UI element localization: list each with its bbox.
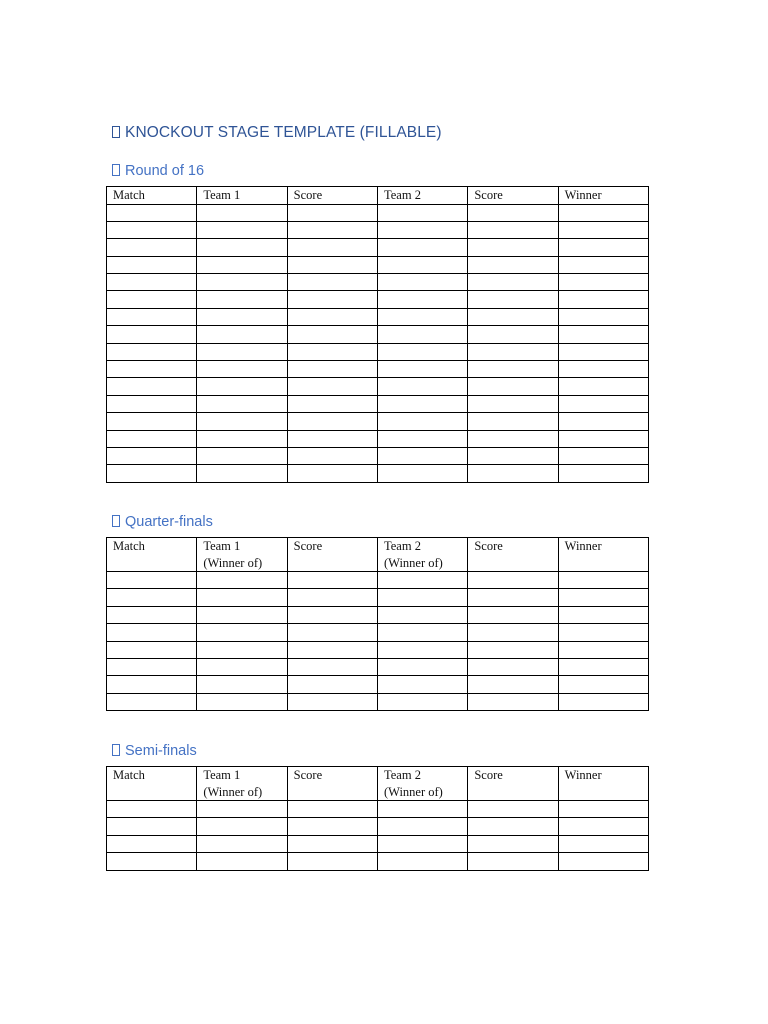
fillable-cell[interactable] bbox=[287, 624, 377, 641]
fillable-cell[interactable] bbox=[377, 221, 467, 238]
fillable-cell[interactable] bbox=[107, 221, 197, 238]
fillable-cell[interactable] bbox=[107, 361, 197, 378]
fillable-cell[interactable] bbox=[468, 308, 558, 325]
column-header: Team 1 (Winner of) bbox=[197, 767, 287, 801]
fillable-cell[interactable] bbox=[107, 572, 197, 589]
fillable-cell[interactable] bbox=[558, 693, 648, 710]
fillable-cell[interactable] bbox=[468, 465, 558, 482]
fillable-cell[interactable] bbox=[287, 378, 377, 395]
fillable-cell[interactable] bbox=[377, 291, 467, 308]
fillable-cell[interactable] bbox=[287, 326, 377, 343]
fillable-cell[interactable] bbox=[377, 676, 467, 693]
fillable-cell[interactable] bbox=[377, 447, 467, 464]
fillable-cell[interactable] bbox=[468, 801, 558, 818]
missing-glyph-icon bbox=[112, 164, 120, 176]
fillable-cell[interactable] bbox=[468, 589, 558, 606]
table-row bbox=[107, 818, 649, 835]
fillable-cell[interactable] bbox=[287, 658, 377, 675]
table-row bbox=[107, 361, 649, 378]
fillable-cell[interactable] bbox=[377, 239, 467, 256]
table-row bbox=[107, 853, 649, 870]
round-of-16-heading-text: Round of 16 bbox=[125, 163, 205, 179]
column-header: Team 2 (Winner of) bbox=[377, 538, 467, 572]
table-row bbox=[107, 465, 649, 482]
fillable-cell[interactable] bbox=[197, 308, 287, 325]
fillable-cell[interactable] bbox=[558, 221, 648, 238]
fillable-cell[interactable] bbox=[558, 326, 648, 343]
fillable-cell[interactable] bbox=[558, 853, 648, 870]
table-row bbox=[107, 835, 649, 852]
fillable-cell[interactable] bbox=[197, 465, 287, 482]
fillable-cell[interactable] bbox=[107, 589, 197, 606]
fillable-cell[interactable] bbox=[197, 204, 287, 221]
fillable-cell[interactable] bbox=[197, 447, 287, 464]
fillable-cell[interactable] bbox=[377, 326, 467, 343]
fillable-cell[interactable] bbox=[197, 430, 287, 447]
fillable-cell[interactable] bbox=[287, 430, 377, 447]
fillable-cell[interactable] bbox=[377, 624, 467, 641]
fillable-cell[interactable] bbox=[197, 693, 287, 710]
fillable-cell[interactable] bbox=[287, 676, 377, 693]
fillable-cell[interactable] bbox=[558, 204, 648, 221]
fillable-cell[interactable] bbox=[197, 853, 287, 870]
fillable-cell[interactable] bbox=[107, 430, 197, 447]
fillable-cell[interactable] bbox=[197, 818, 287, 835]
fillable-cell[interactable] bbox=[558, 624, 648, 641]
fillable-cell[interactable] bbox=[197, 676, 287, 693]
table-row bbox=[107, 676, 649, 693]
column-header: Score bbox=[468, 187, 558, 205]
table-row bbox=[107, 221, 649, 238]
fillable-cell[interactable] bbox=[377, 641, 467, 658]
fillable-cell[interactable] bbox=[107, 378, 197, 395]
table-row bbox=[107, 693, 649, 710]
round-of-16-heading bbox=[112, 163, 204, 179]
fillable-cell[interactable] bbox=[107, 256, 197, 273]
fillable-cell[interactable] bbox=[558, 447, 648, 464]
fillable-cell[interactable] bbox=[287, 589, 377, 606]
table-row bbox=[107, 572, 649, 589]
fillable-cell[interactable] bbox=[558, 413, 648, 430]
fillable-cell[interactable] bbox=[468, 658, 558, 675]
column-header: Score bbox=[468, 538, 558, 572]
round-of-16-table bbox=[106, 186, 649, 483]
fillable-cell[interactable] bbox=[468, 343, 558, 360]
fillable-cell[interactable] bbox=[377, 274, 467, 291]
fillable-cell[interactable] bbox=[107, 818, 197, 835]
fillable-cell[interactable] bbox=[197, 361, 287, 378]
fillable-cell[interactable] bbox=[107, 835, 197, 852]
column-header: Winner bbox=[558, 767, 648, 801]
fillable-cell[interactable] bbox=[107, 291, 197, 308]
fillable-cell[interactable] bbox=[197, 221, 287, 238]
table-row bbox=[107, 589, 649, 606]
fillable-cell[interactable] bbox=[468, 572, 558, 589]
fillable-cell[interactable] bbox=[287, 395, 377, 412]
table-row bbox=[107, 606, 649, 623]
fillable-cell[interactable] bbox=[468, 430, 558, 447]
fillable-cell[interactable] bbox=[287, 853, 377, 870]
table-row bbox=[107, 326, 649, 343]
fillable-cell[interactable] bbox=[468, 447, 558, 464]
table-row bbox=[107, 413, 649, 430]
fillable-cell[interactable] bbox=[558, 641, 648, 658]
fillable-cell[interactable] bbox=[377, 413, 467, 430]
fillable-cell[interactable] bbox=[558, 430, 648, 447]
fillable-cell[interactable] bbox=[468, 693, 558, 710]
fillable-cell[interactable] bbox=[468, 835, 558, 852]
table-header-row bbox=[107, 767, 649, 801]
fillable-cell[interactable] bbox=[107, 204, 197, 221]
fillable-cell[interactable] bbox=[468, 361, 558, 378]
fillable-cell[interactable] bbox=[107, 308, 197, 325]
fillable-cell[interactable] bbox=[377, 693, 467, 710]
fillable-cell[interactable] bbox=[197, 239, 287, 256]
fillable-cell[interactable] bbox=[107, 395, 197, 412]
fillable-cell[interactable] bbox=[287, 572, 377, 589]
fillable-cell[interactable] bbox=[468, 624, 558, 641]
fillable-cell[interactable] bbox=[377, 308, 467, 325]
fillable-cell[interactable] bbox=[468, 256, 558, 273]
fillable-cell[interactable] bbox=[287, 801, 377, 818]
column-header: Match bbox=[107, 187, 197, 205]
fillable-cell[interactable] bbox=[558, 572, 648, 589]
column-header: Score bbox=[287, 538, 377, 572]
fillable-cell[interactable] bbox=[468, 641, 558, 658]
fillable-cell[interactable] bbox=[377, 256, 467, 273]
semi-finals-heading bbox=[112, 743, 197, 759]
fillable-cell[interactable] bbox=[197, 606, 287, 623]
fillable-cell[interactable] bbox=[287, 221, 377, 238]
fillable-cell[interactable] bbox=[287, 204, 377, 221]
fillable-cell[interactable] bbox=[107, 447, 197, 464]
column-header: Match bbox=[107, 767, 197, 801]
fillable-cell[interactable] bbox=[197, 274, 287, 291]
fillable-cell[interactable] bbox=[287, 447, 377, 464]
table-row bbox=[107, 641, 649, 658]
fillable-cell[interactable] bbox=[377, 835, 467, 852]
table-row bbox=[107, 430, 649, 447]
fillable-cell[interactable] bbox=[468, 413, 558, 430]
fillable-cell[interactable] bbox=[287, 343, 377, 360]
fillable-cell[interactable] bbox=[107, 853, 197, 870]
fillable-cell[interactable] bbox=[558, 465, 648, 482]
fillable-cell[interactable] bbox=[377, 658, 467, 675]
fillable-cell[interactable] bbox=[197, 589, 287, 606]
fillable-cell[interactable] bbox=[197, 835, 287, 852]
fillable-cell[interactable] bbox=[468, 204, 558, 221]
fillable-cell[interactable] bbox=[377, 606, 467, 623]
quarter-finals-heading-text: Quarter-finals bbox=[125, 514, 213, 530]
fillable-cell[interactable] bbox=[197, 572, 287, 589]
fillable-cell[interactable] bbox=[558, 361, 648, 378]
fillable-cell[interactable] bbox=[377, 343, 467, 360]
table-row bbox=[107, 801, 649, 818]
fillable-cell[interactable] bbox=[377, 361, 467, 378]
fillable-cell[interactable] bbox=[558, 589, 648, 606]
fillable-cell[interactable] bbox=[377, 378, 467, 395]
table-row bbox=[107, 204, 649, 221]
table-header-row bbox=[107, 187, 649, 205]
fillable-cell[interactable] bbox=[377, 430, 467, 447]
fillable-cell[interactable] bbox=[558, 835, 648, 852]
quarter-finals-table bbox=[106, 537, 649, 711]
fillable-cell[interactable] bbox=[197, 413, 287, 430]
fillable-cell[interactable] bbox=[107, 676, 197, 693]
column-header: Score bbox=[287, 767, 377, 801]
fillable-cell[interactable] bbox=[377, 465, 467, 482]
column-header: Team 1 bbox=[197, 187, 287, 205]
column-header: Winner bbox=[558, 187, 648, 205]
fillable-cell[interactable] bbox=[107, 624, 197, 641]
fillable-cell[interactable] bbox=[197, 326, 287, 343]
fillable-cell[interactable] bbox=[558, 256, 648, 273]
fillable-cell[interactable] bbox=[377, 589, 467, 606]
table-row bbox=[107, 239, 649, 256]
fillable-cell[interactable] bbox=[197, 256, 287, 273]
fillable-cell[interactable] bbox=[468, 221, 558, 238]
fillable-cell[interactable] bbox=[107, 641, 197, 658]
fillable-cell[interactable] bbox=[197, 801, 287, 818]
fillable-cell[interactable] bbox=[197, 624, 287, 641]
document-title-text: KNOCKOUT STAGE TEMPLATE (FILLABLE) bbox=[125, 124, 442, 141]
fillable-cell[interactable] bbox=[468, 239, 558, 256]
fillable-cell[interactable] bbox=[107, 413, 197, 430]
column-header: Score bbox=[287, 187, 377, 205]
table-row bbox=[107, 308, 649, 325]
fillable-cell[interactable] bbox=[377, 818, 467, 835]
column-header: Team 2 bbox=[377, 187, 467, 205]
table-header-row bbox=[107, 538, 649, 572]
fillable-cell[interactable] bbox=[377, 572, 467, 589]
fillable-cell[interactable] bbox=[287, 465, 377, 482]
fillable-cell[interactable] bbox=[468, 395, 558, 412]
missing-glyph-icon bbox=[112, 126, 120, 138]
fillable-cell[interactable] bbox=[287, 606, 377, 623]
fillable-cell[interactable] bbox=[287, 413, 377, 430]
table-row bbox=[107, 256, 649, 273]
fillable-cell[interactable] bbox=[197, 641, 287, 658]
fillable-cell[interactable] bbox=[287, 835, 377, 852]
fillable-cell[interactable] bbox=[287, 693, 377, 710]
fillable-cell[interactable] bbox=[558, 676, 648, 693]
fillable-cell[interactable] bbox=[287, 291, 377, 308]
fillable-cell[interactable] bbox=[287, 274, 377, 291]
fillable-cell[interactable] bbox=[107, 343, 197, 360]
table-row bbox=[107, 624, 649, 641]
semi-finals-heading-text: Semi-finals bbox=[125, 743, 197, 759]
fillable-cell[interactable] bbox=[197, 658, 287, 675]
fillable-cell[interactable] bbox=[468, 676, 558, 693]
fillable-cell[interactable] bbox=[197, 291, 287, 308]
document-title bbox=[112, 124, 442, 142]
column-header: Winner bbox=[558, 538, 648, 572]
fillable-cell[interactable] bbox=[287, 818, 377, 835]
missing-glyph-icon bbox=[112, 744, 120, 756]
fillable-cell[interactable] bbox=[287, 361, 377, 378]
column-header: Score bbox=[468, 767, 558, 801]
fillable-cell[interactable] bbox=[107, 658, 197, 675]
table-row bbox=[107, 395, 649, 412]
fillable-cell[interactable] bbox=[468, 378, 558, 395]
semi-finals-table bbox=[106, 766, 649, 871]
fillable-cell[interactable] bbox=[377, 395, 467, 412]
fillable-cell[interactable] bbox=[197, 378, 287, 395]
table-row bbox=[107, 447, 649, 464]
column-header: Team 1 (Winner of) bbox=[197, 538, 287, 572]
missing-glyph-icon bbox=[112, 515, 120, 527]
fillable-cell[interactable] bbox=[287, 256, 377, 273]
fillable-cell[interactable] bbox=[287, 239, 377, 256]
fillable-cell[interactable] bbox=[558, 378, 648, 395]
fillable-cell[interactable] bbox=[558, 291, 648, 308]
fillable-cell[interactable] bbox=[558, 239, 648, 256]
table-row bbox=[107, 343, 649, 360]
fillable-cell[interactable] bbox=[558, 343, 648, 360]
fillable-cell[interactable] bbox=[107, 801, 197, 818]
fillable-cell[interactable] bbox=[287, 641, 377, 658]
fillable-cell[interactable] bbox=[558, 606, 648, 623]
fillable-cell[interactable] bbox=[558, 308, 648, 325]
table-row bbox=[107, 378, 649, 395]
fillable-cell[interactable] bbox=[468, 818, 558, 835]
fillable-cell[interactable] bbox=[107, 465, 197, 482]
table-row bbox=[107, 658, 649, 675]
fillable-cell[interactable] bbox=[558, 818, 648, 835]
fillable-cell[interactable] bbox=[468, 326, 558, 343]
fillable-cell[interactable] bbox=[468, 291, 558, 308]
fillable-cell[interactable] bbox=[107, 274, 197, 291]
fillable-cell[interactable] bbox=[377, 853, 467, 870]
quarter-finals-heading bbox=[112, 514, 213, 530]
column-header: Match bbox=[107, 538, 197, 572]
fillable-cell[interactable] bbox=[468, 853, 558, 870]
fillable-cell[interactable] bbox=[107, 606, 197, 623]
fillable-cell[interactable] bbox=[197, 343, 287, 360]
fillable-cell[interactable] bbox=[377, 801, 467, 818]
fillable-cell[interactable] bbox=[558, 801, 648, 818]
fillable-cell[interactable] bbox=[107, 326, 197, 343]
column-header: Team 2 (Winner of) bbox=[377, 767, 467, 801]
table-row bbox=[107, 274, 649, 291]
fillable-cell[interactable] bbox=[197, 395, 287, 412]
fillable-cell[interactable] bbox=[468, 274, 558, 291]
fillable-cell[interactable] bbox=[468, 606, 558, 623]
table-row bbox=[107, 291, 649, 308]
fillable-cell[interactable] bbox=[558, 395, 648, 412]
fillable-cell[interactable] bbox=[107, 693, 197, 710]
fillable-cell[interactable] bbox=[558, 274, 648, 291]
fillable-cell[interactable] bbox=[558, 658, 648, 675]
fillable-cell[interactable] bbox=[287, 308, 377, 325]
fillable-cell[interactable] bbox=[377, 204, 467, 221]
fillable-cell[interactable] bbox=[107, 239, 197, 256]
